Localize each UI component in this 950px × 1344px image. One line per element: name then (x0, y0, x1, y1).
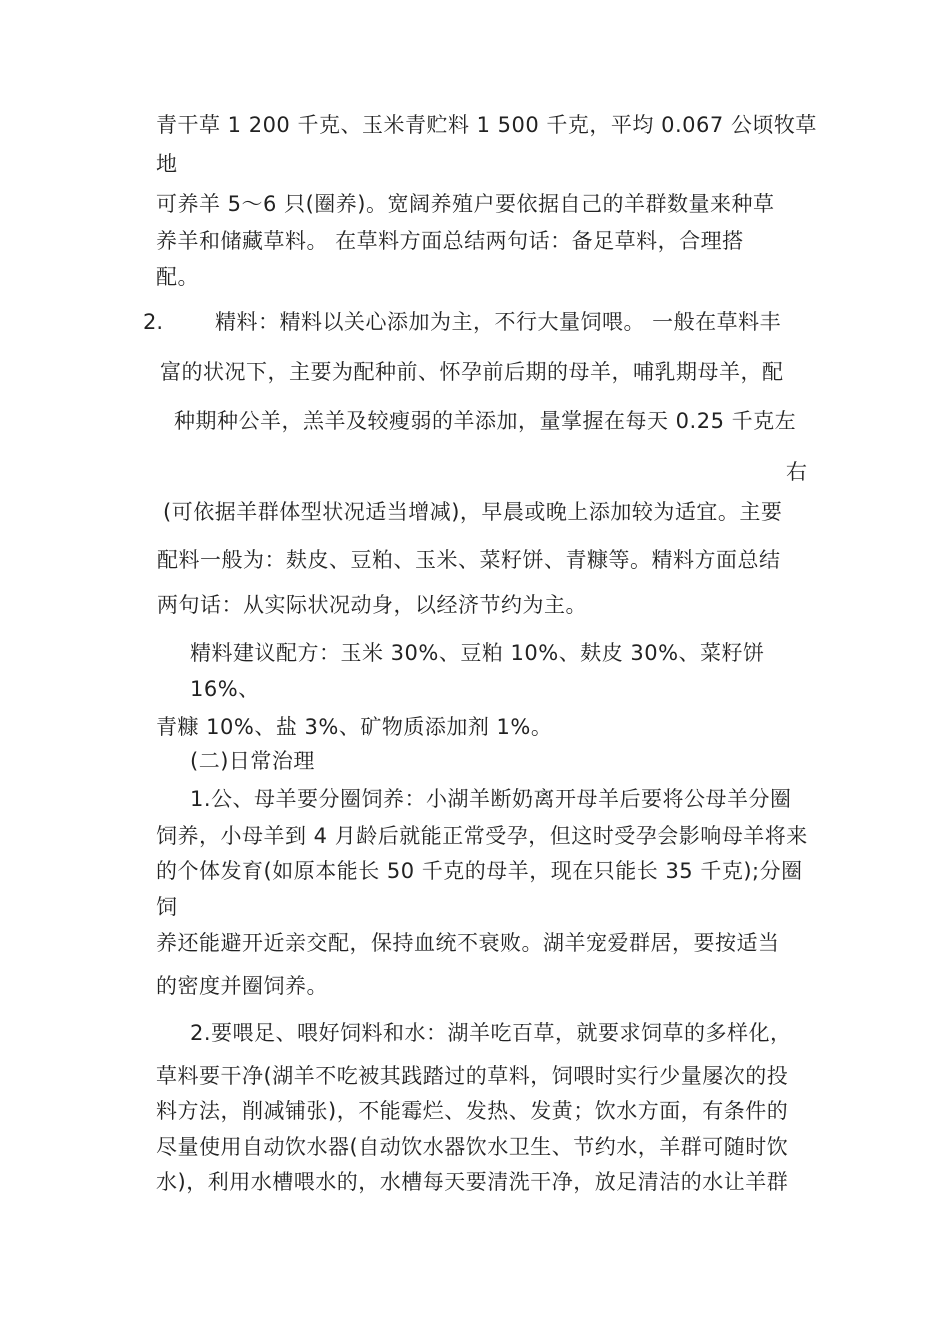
text-line: 种期种公羊，羔羊及较瘦弱的羊添加，量掌握在每天 0.25 千克左 (174, 409, 797, 433)
text-line: 配料一般为：麸皮、豆粕、玉米、菜籽饼、青糠等。精料方面总结 (157, 548, 781, 572)
text-line: 饲 (156, 895, 178, 919)
text-line: 2.要喂足、喂好饲料和水：湖羊吃百草，就要求饲草的多样化， (190, 1021, 792, 1045)
text-line: 养羊和储藏草料。 在草料方面总结两句话：备足草料，合理搭 (156, 229, 744, 253)
text-line: 地 (156, 152, 178, 176)
text-line: 两句话：从实际状况动身，以经济节约为主。 (157, 593, 587, 617)
text-line: 精料：精料以关心添加为主，不行大量饲喂。 一般在草料丰 (215, 310, 782, 334)
text-line: 青糠 10%、盐 3%、矿物质添加剂 1%。 (156, 715, 553, 739)
text-line: 料方法，削减铺张)，不能霉烂、发热、发黄；饮水方面，有条件的 (156, 1099, 789, 1123)
text-line: 青干草 1 200 千克、玉米青贮料 1 500 千克，平均 0.067 公顷牧草 (156, 113, 817, 137)
text-line: 饲养，小母羊到 4 月龄后就能正常受孕，但这时受孕会影响母羊将来 (156, 824, 808, 848)
text-line: 的个体发育(如原本能长 50 千克的母羊，现在只能长 35 千克);分圈 (156, 859, 803, 883)
text-line: 16%、 (190, 677, 260, 701)
text-line: 右 (786, 460, 808, 484)
text-line: 1.公、母羊要分圈饲养：小湖羊断奶离开母羊后要将公母羊分圈 (190, 787, 792, 811)
text-line: 尽量使用自动饮水器(自动饮水器饮水卫生、节约水，羊群可随时饮 (156, 1135, 789, 1159)
text-line: 配。 (156, 265, 199, 289)
text-line: (可依据羊群体型状况适当增减)，早晨或晚上添加较为适宜。主要 (163, 500, 783, 524)
text-line: 的密度并圈饲养。 (156, 974, 328, 998)
text-line: 养还能避开近亲交配，保持血统不衰败。湖羊宠爱群居，要按适当 (156, 931, 780, 955)
text-line: 富的状况下，主要为配种前、怀孕前后期的母羊，哺乳期母羊，配 (160, 360, 784, 384)
section-heading: (二)日常治理 (190, 749, 315, 773)
list-number: 2. (143, 310, 164, 334)
text-line: 水)，利用水槽喂水的，水槽每天要清洗干净，放足清洁的水让羊群 (156, 1170, 789, 1194)
text-line: 可养羊 5～6 只(圈养)。宽阔养殖户要依据自己的羊群数量来种草 (156, 192, 775, 216)
text-line: 草料要干净(湖羊不吃被其践踏过的草料，饲喂时实行少量屡次的投 (156, 1064, 789, 1088)
text-line: 精料建议配方：玉米 30%、豆粕 10%、麸皮 30%、菜籽饼 (190, 641, 765, 665)
